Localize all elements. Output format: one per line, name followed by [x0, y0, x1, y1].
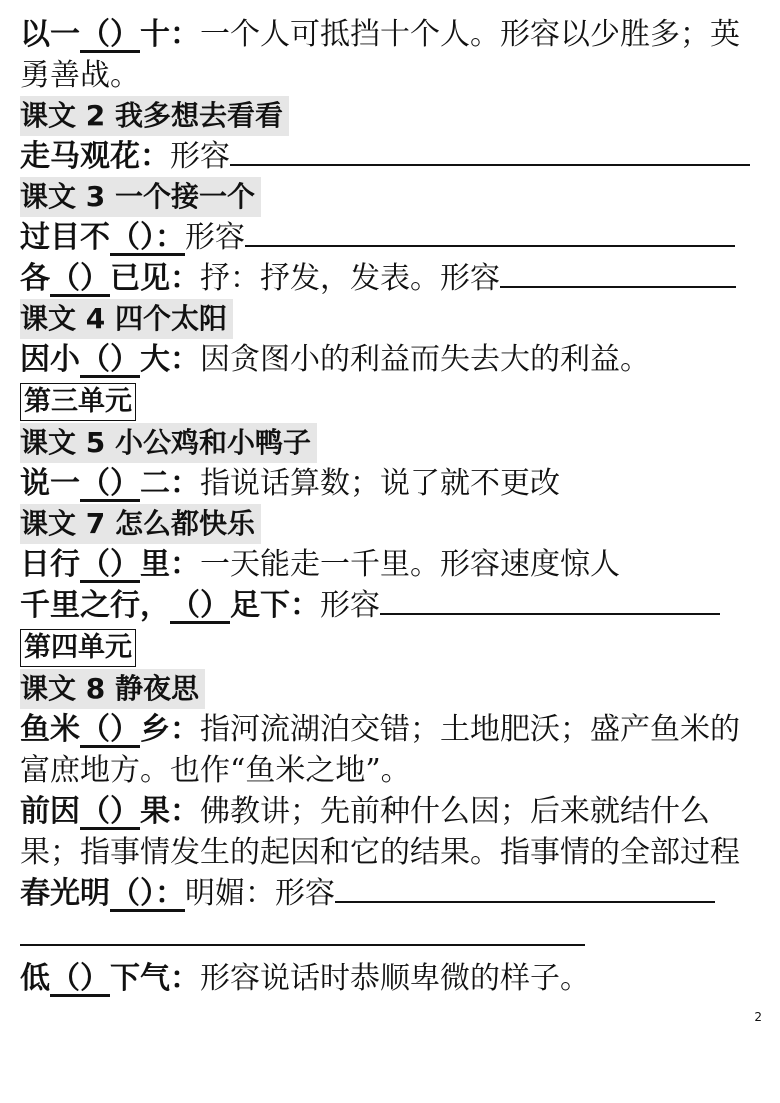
lesson-heading: 课文 8 静夜思	[20, 669, 205, 709]
idiom-prefix: 因小	[20, 342, 80, 377]
idiom-prefix: 以一	[20, 17, 80, 52]
answer-line[interactable]	[500, 285, 736, 288]
answer-line[interactable]	[230, 163, 750, 166]
answer-blank[interactable]: （）	[50, 961, 110, 996]
idiom-definition: 因贪图小的利益而失去大的利益。	[200, 342, 650, 377]
idiom-prefix: 千里之行，	[20, 588, 170, 623]
idiom-prefix: 低	[20, 961, 50, 996]
answer-blank[interactable]: （）	[80, 712, 140, 747]
answer-blank[interactable]: （）	[80, 794, 140, 829]
answer-line[interactable]	[380, 612, 720, 615]
answer-line-continuation[interactable]	[20, 914, 585, 946]
answer-blank[interactable]: （）	[170, 588, 230, 623]
answer-blank[interactable]: （）	[80, 547, 140, 582]
idiom-suffix: 里：	[140, 547, 200, 582]
idiom-definition: 一个人可抵挡十个人。形容以少胜多；英勇善战。	[20, 17, 740, 93]
idiom-suffix: 下气：	[110, 961, 200, 996]
idiom-definition: 形容	[185, 220, 245, 255]
idiom-definition: 明媚：形容	[185, 876, 335, 911]
answer-line[interactable]	[335, 900, 715, 903]
lesson-heading: 课文 5 小公鸡和小鸭子	[20, 423, 317, 463]
lesson-heading: 课文 4 四个太阳	[20, 299, 233, 339]
idiom-suffix: 果：	[140, 794, 200, 829]
idiom-suffix: 十：	[140, 17, 200, 52]
idiom-suffix: 乡：	[140, 712, 200, 747]
idiom-definition: 佛教讲；先前种什么因；后来就结什么果；指事情发生的起因和它的结果。指事情的全部过程	[20, 794, 740, 870]
idiom-prefix: 前因	[20, 794, 80, 829]
idiom-suffix: 二：	[140, 466, 200, 501]
idiom-definition: 形容说话时恭顺卑微的样子。	[200, 961, 590, 996]
answer-blank[interactable]: （）	[80, 17, 140, 52]
page-number: 2	[754, 1010, 762, 1024]
answer-line[interactable]	[245, 244, 735, 247]
idiom-entry	[20, 585, 762, 626]
idiom-prefix: 各	[20, 261, 50, 296]
answer-blank[interactable]: （）：	[110, 220, 185, 255]
idiom-suffix: 足下：	[230, 588, 320, 623]
idiom-prefix: 春光明	[20, 876, 110, 911]
idiom-prefix: 说一	[20, 466, 80, 501]
lesson-heading: 课文 3 一个接一个	[20, 177, 261, 217]
idiom-entry	[20, 217, 762, 258]
idiom-prefix: 日行	[20, 547, 80, 582]
idiom-prefix: 鱼米	[20, 712, 80, 747]
answer-blank[interactable]: （）	[80, 466, 140, 501]
idiom-entry	[20, 958, 762, 999]
idiom-definition: 抒：抒发，发表。形容	[200, 261, 500, 296]
idiom-entry	[20, 544, 762, 585]
lesson-heading: 课文 7 怎么都快乐	[20, 504, 261, 544]
idiom-entry	[20, 258, 762, 299]
idiom-entry	[20, 14, 762, 96]
idiom-definition: 形容	[320, 588, 380, 623]
idiom-suffix: 已见：	[110, 261, 200, 296]
idiom-entry	[20, 873, 762, 914]
unit-heading: 第四单元	[20, 629, 136, 667]
idiom-prefix: 过目不	[20, 220, 110, 255]
idiom-definition: 指说话算数；说了就不更改	[200, 466, 560, 501]
answer-blank[interactable]: （）	[80, 342, 140, 377]
idiom-entry	[20, 463, 762, 504]
idiom-suffix: 大：	[140, 342, 200, 377]
idiom-definition: 一天能走一千里。形容速度惊人	[200, 547, 620, 582]
idiom-entry	[20, 709, 762, 791]
worksheet-page	[20, 14, 762, 999]
idiom-entry	[20, 791, 762, 873]
answer-blank[interactable]: （）：	[110, 876, 185, 911]
idiom-entry	[20, 339, 762, 380]
unit-heading: 第三单元	[20, 383, 136, 421]
lesson-heading: 课文 2 我多想去看看	[20, 96, 289, 136]
idiom-definition: 形容	[170, 139, 230, 174]
idiom-definition: 指河流湖泊交错；土地肥沃；盛产鱼米的富庶地方。也作“鱼米之地”。	[20, 712, 740, 788]
idiom-entry	[20, 136, 762, 177]
answer-blank[interactable]: （）	[50, 261, 110, 296]
idiom-term: 走马观花：	[20, 139, 170, 174]
